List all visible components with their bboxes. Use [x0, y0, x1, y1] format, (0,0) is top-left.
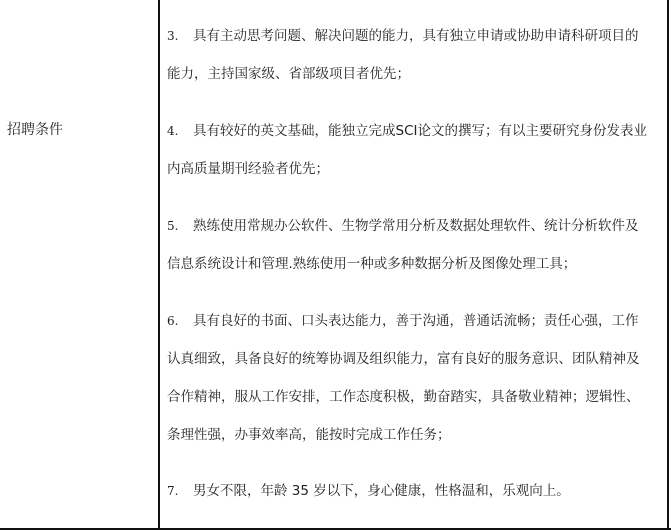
requirement-item [167, 217, 665, 293]
label-cell [0, 0, 158, 527]
requirement-item [167, 482, 665, 520]
item-number: 5. [167, 219, 179, 233]
column-divider [158, 0, 160, 530]
item-line: 能力，主持国家级、省部级项目者优先； [167, 66, 410, 82]
item-text: 男女不限，年龄 35 岁以下，身心健康，性格温和，乐观向上。 [193, 483, 570, 499]
item-line [167, 482, 665, 520]
item-line: 合作精神，服从工作安排，工作态度积极，勤奋踏实，具备敬业精神；逻辑性、 [167, 389, 640, 405]
requirement-item [167, 122, 665, 198]
item-line: 条理性强，办事效率高，能按时完成工作任务； [167, 427, 451, 443]
item-number: 4. [167, 124, 179, 138]
item-text: 熟练使用常规办公软件、生物学常用分析及数据处理软件、统计分析软件及 [193, 218, 639, 234]
content-cell [160, 0, 667, 527]
item-number: 6. [167, 314, 179, 328]
item-number: 7. [167, 484, 179, 498]
requirement-item [167, 27, 665, 103]
item-line [167, 27, 665, 65]
item-text: 具有主动思考问题、解决问题的能力，具有独立申请或协助申请科研项目的 [193, 28, 639, 44]
item-line [167, 122, 665, 160]
item-line [167, 312, 665, 350]
row-label: 招聘条件 [7, 122, 63, 138]
item-line: 内高质量期刊经验者优先； [167, 161, 329, 177]
item-line: 信息系统设计和管理.熟练使用一种或多种数据分析及图像处理工具； [167, 256, 577, 272]
item-number: 3. [167, 29, 179, 43]
requirement-item [167, 312, 665, 464]
table-right-border [667, 0, 669, 530]
item-text: 具有较好的英文基础，能独立完成SCI论文的撰写；有以主要研究身份发表业 [193, 123, 647, 139]
item-text: 具有良好的书面、口头表达能力，善于沟通，普通话流畅；责任心强，工作 [193, 313, 639, 329]
item-line: 认真细致，具备良好的统筹协调及组织能力，富有良好的服务意识、团队精神及 [167, 351, 640, 367]
item-line [167, 217, 665, 255]
